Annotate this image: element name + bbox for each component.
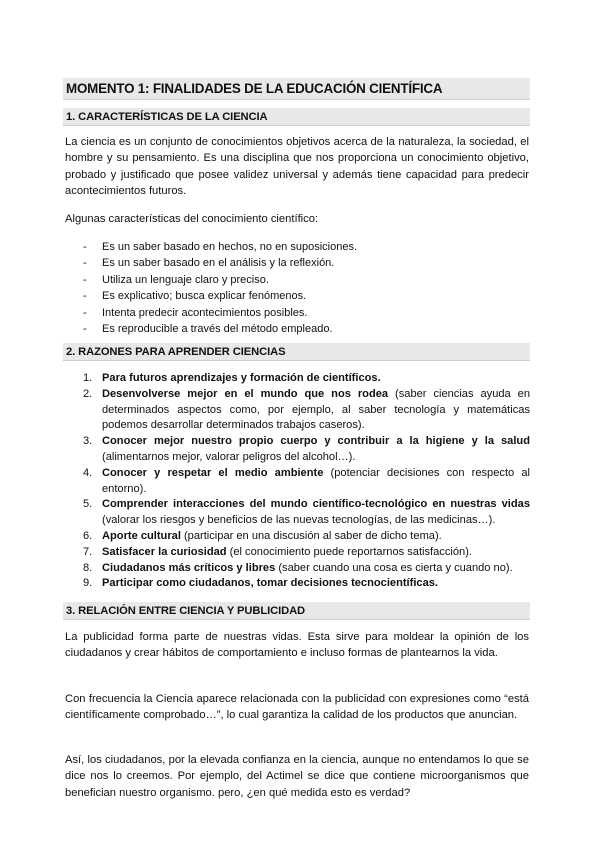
list-item: 1. Para futuros aprendizajes y formación de científicos. [83,372,381,384]
reasons-list [83,371,530,592]
section-1-paragraph: La ciencia es un conjunto de conocimientos objetivos acerca de la naturaleza, la sociedad, el hombre y su pensamiento. Es una disciplina que nos proporciona un conocimiento objetivo, probado y justificado que posee validez universal y además tiene capacidad para predecir acontecimientos futuros. [65,136,529,197]
list-item: 2. Desenvolverse mejor en el mundo que nos rodea (saber ciencias ayuda en determinados aspectos como, por ejemplo, al saber tecnología y matemáticas podemos desarrollar determinados trabajos caseros). [83,387,531,432]
dash-marker: - [83,257,87,270]
dash-marker: - [83,290,87,303]
list-item: 4. Conocer y respetar el medio ambiente (potenciar decisiones con respecto al entorno). [83,466,530,495]
section-1-heading: 1. CARACTERÍSTICAS DE LA CIENCIA [63,108,530,126]
section-1-list-intro: Algunas características del conocimiento científico: [65,213,319,225]
list-item: 8. Ciudadanos más críticos y libres (saber cuando una cosa es cierta y cuando no). [83,561,513,574]
list-item: 3. Conocer mejor nuestro propio cuerpo y contribuir a la higiene y la salud (alimentarnos mejor, valorar peligros del alcohol…). [83,435,530,463]
characteristics-list [83,239,523,337]
list-item: - Es un saber basado en hechos, no en suposiciones. [83,239,523,255]
dash-marker: - [83,241,87,253]
list-item: - Utiliza un lenguaje claro y preciso. [83,272,523,288]
section-3-paragraph-3: Así, los ciudadanos, por la elevada confianza en la ciencia, aunque no entendamos lo que se dice nos lo creemos. Por ejemplo, del Actimel se dice que contiene microorganismos que benefician nuestro organismo. pero, ¿en qué medida esto es verdad? [65,754,529,799]
list-item: - Es reproducible a través del método empleado. [83,321,523,337]
document-title: MOMENTO 1: FINALIDADES DE LA EDUCACIÓN CIENTÍFICA [63,78,530,100]
dash-marker: - [83,306,87,319]
list-item: 6. Aporte cultural (participar en una discusión al saber de dicho tema). [83,529,442,542]
dash-marker: - [83,323,87,336]
list-item: - Intenta predecir acontecimientos posibles. [83,305,523,321]
section-2-heading: 2. RAZONES PARA APRENDER CIENCIAS [63,343,530,361]
list-item: 7. Satisfacer la curiosidad (el conocimiento puede reportarnos satisfacción). [83,545,472,558]
list-item: - Es explicativo; busca explicar fenómenos. [83,288,523,304]
list-item: - Es un saber basado en el análisis y la reflexión. [83,255,523,271]
dash-marker: - [83,273,87,286]
list-item: 5. Comprender interacciones del mundo científico-tecnológico en nuestras vidas (valorar los riesgos y beneficios de las nuevas tecnologías, de las medicinas…). [83,498,530,527]
section-3-paragraph-1: La publicidad forma parte de nuestras vidas. Esta sirve para moldear la opinión de los ciudadanos y crear hábitos de comportamiento e incluso formas de plantearnos la vida. [65,631,529,660]
section-3-heading: 3. RELACIÓN ENTRE CIENCIA Y PUBLICIDAD [63,602,530,620]
list-item: 9. Participar como ciudadanos, tomar decisiones tecnocientíficas. [83,577,438,590]
section-3-paragraph-2: Con frecuencia la Ciencia aparece relacionada con la publicidad con expresiones como “está científicamente comprobado…”, lo cual garantiza la calidad de los productos que anuncian. [65,693,529,722]
